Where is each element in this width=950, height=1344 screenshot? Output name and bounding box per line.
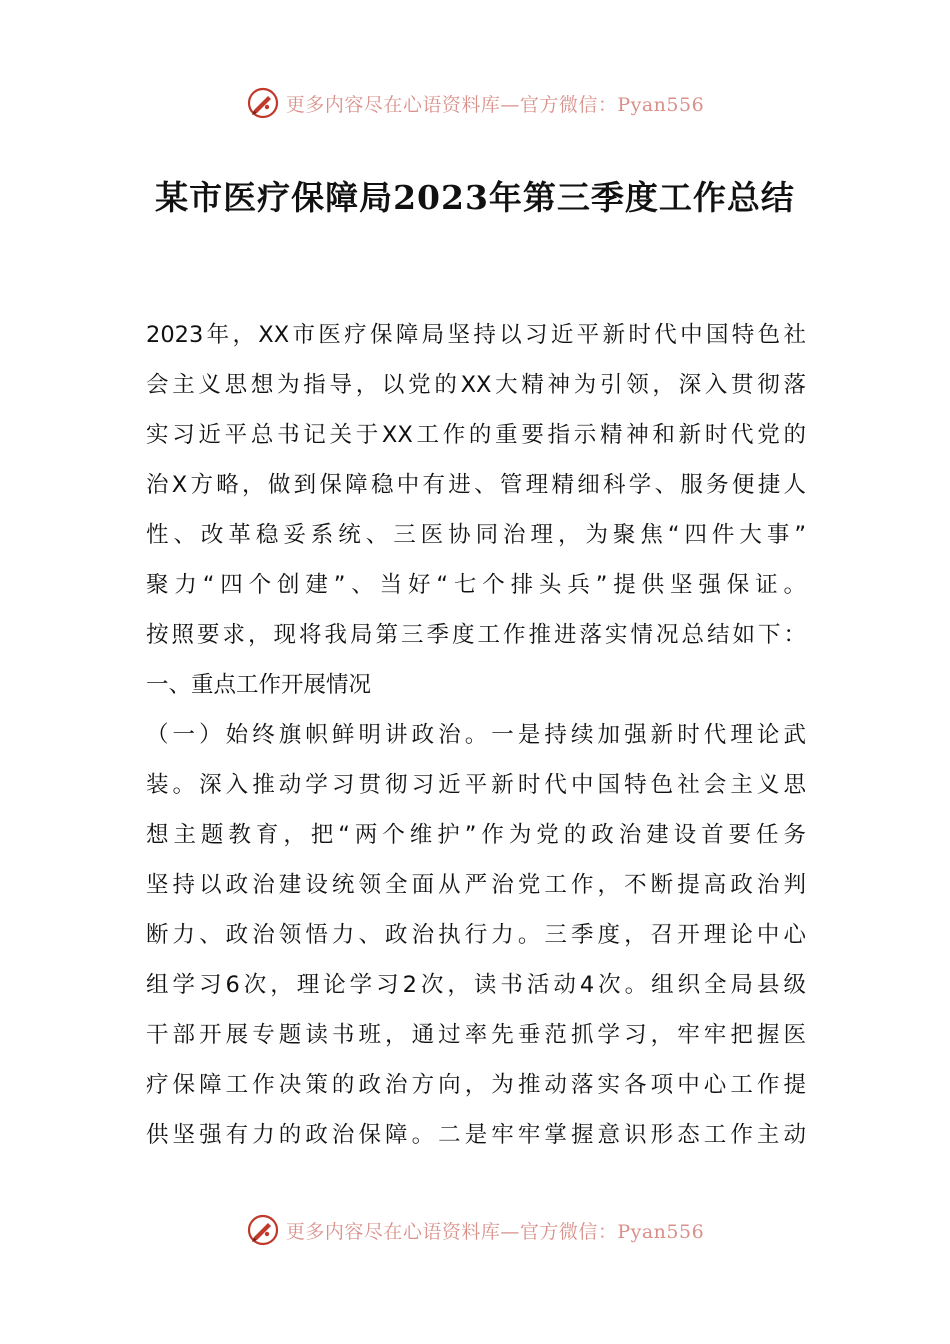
watermark-text: 更多内容尽在心语资料库—官方微信：Pyan556 <box>285 93 705 116</box>
pen-logo-icon <box>246 1213 280 1247</box>
body-line: 按照要求，现将我局第三季度工作推进落实情况总结如下： <box>146 622 806 648</box>
body-line: 干部开展专题读书班，通过率先垂范抓学习，牢牢把握医 <box>146 1022 806 1048</box>
body-line: 会主义思想为指导，以党的XX大精神为引领，深入贯彻落 <box>146 372 806 398</box>
body-line: 想主题教育，把“两个维护”作为党的政治建设首要任务 <box>146 822 806 848</box>
body-line: 坚持以政治建设统领全面从严治党工作，不断提高政治判 <box>146 872 806 898</box>
body-line: 性、改革稳妥系统、三医协同治理，为聚焦“四件大事” <box>146 522 806 548</box>
body-line: 治X方略，做到保障稳中有进、管理精细科学、服务便捷人 <box>146 472 806 498</box>
body-line: 断力、政治领悟力、政治执行力。三季度，召开理论中心 <box>146 922 806 948</box>
watermark-banner-bottom <box>0 1210 950 1250</box>
document-title: 某市医疗保障局2023年第三季度工作总结 <box>155 178 795 217</box>
body-line: 疗保障工作决策的政治方向，为推动落实各项中心工作提 <box>146 1072 806 1098</box>
section-heading: 一、重点工作开展情况 <box>146 672 372 698</box>
watermark-banner-top <box>0 83 950 123</box>
body-line: 供坚强有力的政治保障。二是牢牢掌握意识形态工作主动 <box>146 1122 806 1148</box>
document-body <box>146 310 806 1160</box>
watermark-text: 更多内容尽在心语资料库—官方微信：Pyan556 <box>285 1220 705 1243</box>
pen-logo-icon <box>246 86 280 120</box>
body-line: 2023年，XX市医疗保障局坚持以习近平新时代中国特色社 <box>146 322 806 348</box>
body-line: 实习近平总书记关于XX工作的重要指示精神和新时代党的 <box>146 422 806 448</box>
body-line: （一）始终旗帜鲜明讲政治。一是持续加强新时代理论武 <box>146 722 806 748</box>
body-line: 装。深入推动学习贯彻习近平新时代中国特色社会主义思 <box>146 772 806 798</box>
body-line: 聚力“四个创建”、当好“七个排头兵”提供坚强保证。 <box>146 572 806 598</box>
body-line: 组学习6次，理论学习2次，读书活动4次。组织全局县级 <box>146 972 806 998</box>
